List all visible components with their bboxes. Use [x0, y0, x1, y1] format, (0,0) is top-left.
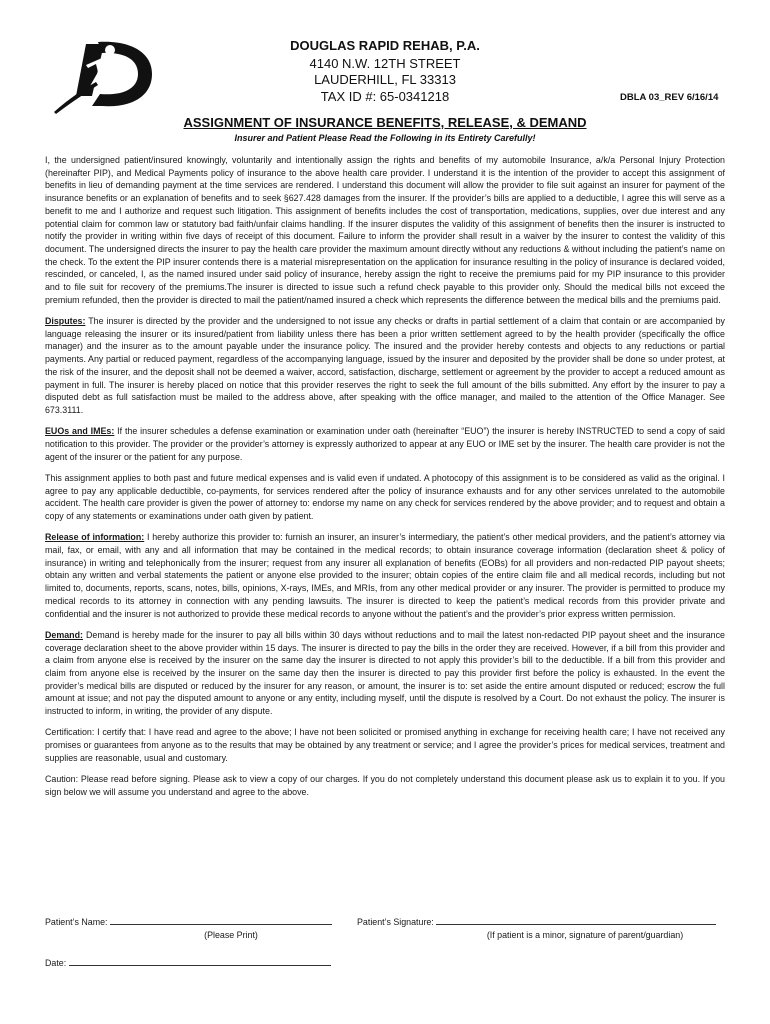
paragraph-demand: Demand: Demand is hereby made for the insurer to pay all bills within 30 days without reductions and to mail the latest non-redacted PIP payout sheet and the insurance coverage declaration sheet to the above provider within 15 days. The insurer is directed to pay the bills in the order they are received. However, if a bill from this provider and a claim from anyone else is received by the insurer on the same day the insurer is directed to not apply this provider’s bill to the deductible. If a bill from this provider and claim from anyone else is received by the insurer on the same day then the insurer is directed to pay this provider first before the policy is exhausted. In the event the provider’s medical bills are disputed or reduced by the insurer for any reason, or amount, the insurer is to: set aside the entire amount disputed or reduced; escrow the full amount at issue; and not pay the disputed amount to anyone or any entity, including myself, until the dispute is resolved by a Court. Do not exhaust the policy. The insurer is instructed to inform, in writing, the provider of any dispute.	[45, 629, 725, 717]
document-body	[45, 154, 725, 807]
paragraph-scope: This assignment applies to both past and future medical expenses and is valid even if undated. A photocopy of this assignment is to be considered as valid as the original. I agree to pay any applicable deductible, co-payments, for services rendered after the policy of insurance exhausts and for any other services unrelated to the automobile accident. The health care provider is given the power of attorney to: endorse my name on any check for services rendered by the above provider; and to request and obtain a copy of any statements or examinations under oath given by patient.	[45, 472, 725, 522]
paragraph-euos-imes: EUOs and IMEs: If the insurer schedules a defense examination or examination under oath (hereinafter “EUO”) the insurer is hereby INSTRUCTED to send a copy of said notification to this provider. The provider or the provider’s attorney is expressly authorized to appear at any EUO or IME set by the insurer. The health care provider is not the agent of the insurer or the patient for any purpose.	[45, 426, 725, 462]
paragraph-caution: Caution: Please read before signing. Please ask to view a copy of our charges. If you do not completely understand this document please ask us to explain it to you. If you sign below we will assume you understand and agree to the above.	[45, 774, 725, 797]
date-row	[45, 956, 331, 968]
euos-imes-label: EUOs and IMEs:	[45, 426, 115, 437]
paragraph-release: Release of information: I hereby authorize this provider to: furnish an insurer, an insurer’s intermediary, the patient’s other medical providers, and the patient’s attorney via mail, fax, or email, with any and all information that may be contained in the medical records; to obtain insurance coverage information (declaration sheet & policy of insurance) in writing and telephonically from the insurer; request from any insurer all explanation of benefits (EOBs) for all providers and non-redacted PIP payout sheets; obtain any written and verbal statements the patient or anyone else provided to the insurer; obtain copies of the entire claim file and all medical records, including but not limited to, documents, reports, scans, notes, bills, opinions, X-rays, IMEs, and MRIs, from any other medical provider or any insurer. The provider is permitted to produce my medical records to its attorney in connection with any pending lawsuits. The insurer is directed to keep the patient’s medical records from this provider private and confidential and the insurer is not authorized to provide these medical records to anyone without the patient’s and the provider’s prior express written permission.	[45, 532, 725, 619]
patient-name-field[interactable]	[110, 915, 332, 925]
demand-label: Demand:	[45, 629, 83, 640]
please-print-caption: (Please Print)	[204, 930, 258, 940]
patient-name-label: Patient’s Name:	[45, 917, 108, 927]
patient-signature-field[interactable]	[436, 915, 716, 925]
paragraph-assignment: I, the undersigned patient/insured knowingly, voluntarily and intentionally assign the rights and benefits of my automobile Insurance, a/k/a Personal Injury Protection (hereinafter PIP), and Medical Payments policy of insurance to the above health care provider. I understand it is the intention of the provider to accept this assignment of benefits in lieu of demanding payment at the time services are rendered. I understand this document will allow the provider to file suit against an insurer for payment of the insurance benefits or an explanation of benefits and to seek §627.428 damages from the insurer. If the provider’s bills are applied to a deductible, I agree this will serve as a benefit to me and I authorize and request such litigation. This assignment of benefits includes the cost of transportation, medications, supplies, over due interest and any potential claim for common law or statutory bad faith/unfair claims handling. If the insurer disputes the validity of this assignment of benefits then the insurer is instructed to notify the provider in writing within five days of receipt of this document. Failure to inform the provider shall result in a waiver by the insurer to contest the validity of this document. The undersigned directs the insurer to pay the health care provider the maximum amount directly without any reductions & without including the patient’s name on the check. To the extent the PIP insurer contends there is a material misrepresentation on the application for insurance resulting in the policy of insurance is declared voided, rescinded, or canceled, I, as the named insured under said policy of insurance, hereby assign the right to receive the premiums paid for my PIP insurance to this provider and to file suit for recovery of the premiums.The insurer is directed to issue such a refund check payable to this provider only. Should the medical bills not exceed the premium refunded, then the provider is directed to mail the patient/named insured a check which represents the difference between the medical bills and the premiums paid.	[45, 155, 725, 305]
document-subtitle: Insurer and Patient Please Read the Following in its Entirety Carefully!	[234, 133, 536, 143]
patient-signature-row	[357, 915, 716, 927]
date-label: Date:	[45, 958, 67, 968]
paragraph-certification: Certification: I certify that: I have read and agree to the above; I have not been solicited or promised anything in exchange for receiving health care; I have not received any promises or guarantees from anyone as to the results that may be obtained by any treatment or service; and I agree the provider’s prices for medical services, treatment and supplies are reasonable, usual and customary.	[45, 727, 725, 763]
release-label: Release of information:	[45, 532, 145, 543]
disputes-label: Disputes:	[45, 316, 86, 327]
clinic-city: LAUDERHILL, FL 33313	[314, 72, 456, 87]
minor-signature-caption: (If patient is a minor, signature of parent/guardian)	[486, 930, 684, 940]
patient-signature-label: Patient’s Signature:	[357, 917, 434, 927]
clinic-street: 4140 N.W. 12TH STREET	[309, 56, 461, 71]
paragraph-disputes: Disputes: The insurer is directed by the provider and the undersigned to not issue any checks or drafts in partial settlement of a claim that contain or are accompanied by language releasing the insurer or its insured/patient from liability unless there has been a prior written settlement agreed to by the health provider (specifically the office manager) and the insurer as to the amount payable under the insurance policy. The insured and the provider hereby contests and objects to any reductions or partial payments. Any partial or reduced payment, regardless of the accompanying language, issued by the insurer and deposited by the provider shall be done so under protest, at the risk of the insurer, and the deposit shall not be deemed a waiver, accord, satisfaction, discharge, settlement or agreement by the provider to accept a reduced amount as payment in full. The insurer is hereby placed on notice that this provider reserves the right to seek the full amount of the bills submitted. Any effort by the insurer to pay a disputed debt as full satisfaction must be mailed to the address above, after speaking with the office manager, and mailed to the attention of the Office Manager. See 673.3111.	[45, 316, 725, 415]
form-code: DBLA 03_REV 6/16/14	[620, 92, 719, 103]
patient-name-row	[45, 915, 332, 927]
document-title: ASSIGNMENT OF INSURANCE BENEFITS, RELEASE, & DEMAND	[183, 115, 587, 130]
date-field[interactable]	[69, 956, 331, 966]
tax-id: TAX ID #: 65-0341218	[320, 89, 450, 104]
clinic-name: DOUGLAS RAPID REHAB, P.A.	[290, 38, 480, 53]
